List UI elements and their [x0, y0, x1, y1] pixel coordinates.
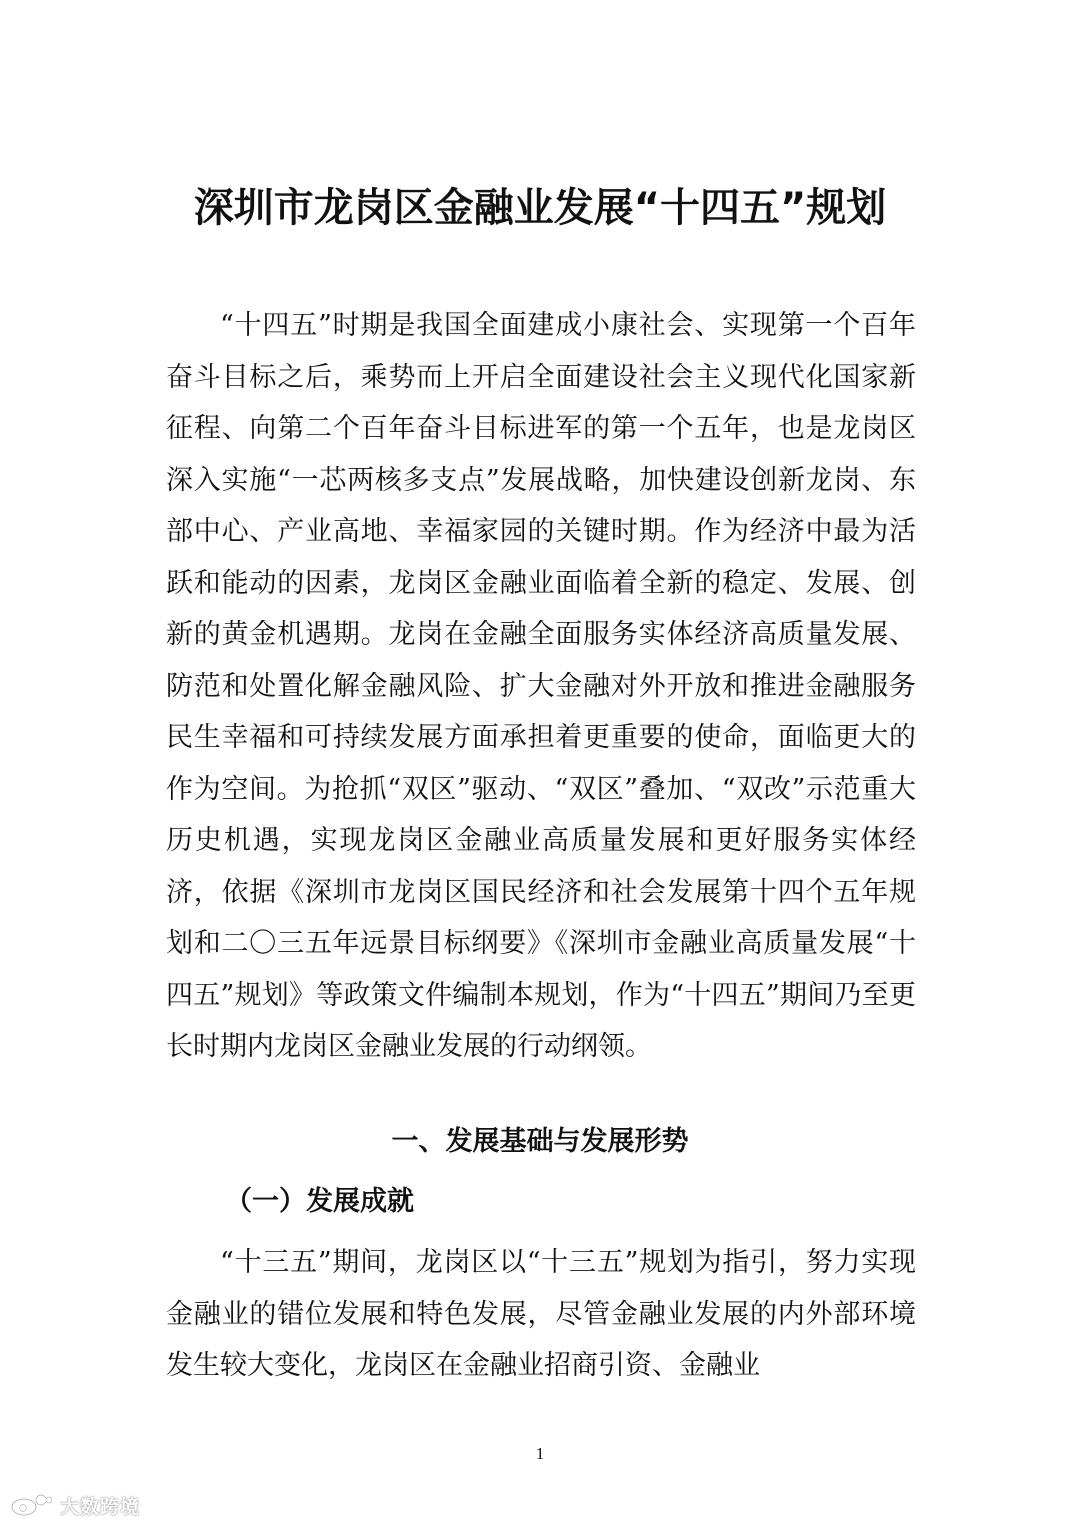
watermark: [10, 1490, 140, 1520]
section-paragraph: “十三五”期间，龙岗区以“十三五”规划为指引，努力实现金融业的错位发展和特色发展，尽管金融业发展的内外部环境发生较大变化，龙岗区在金融业招商引资、金融业: [166, 1247, 916, 1381]
intro-paragraph: “十四五”时期是我国全面建成小康社会、实现第一个百年奋斗目标之后，乘势而上开启全面建设社会主义现代化国家新征程、向第二个百年奋斗目标进军的第一个五年，也是龙岗区深入实施“一芯两核多支点”发展战略，加快建设创新龙岗、东部中心、产业高地、幸福家园的关键时期。作为经济中最为活跃和能动的因素，龙岗区金融业面临着全新的稳定、发展、创新的黄金机遇期。龙岗在金融全面服务实体经济高质量发展、防范和处置化解金融风险、扩大金融对外开放和推进金融服务民生幸福和可持续发展方面承担着更重要的使命，面临更大的作为空间。为抢抓“双区”驱动、“双区”叠加、“双改”示范重大历史机遇，实现龙岗区金融业高质量发展和更好服务实体经济，依据《深圳市龙岗区国民经济和社会发展第十四个五年规划和二〇三五年远景目标纲要》《深圳市金融业高质量发展“十四五”规划》等政策文件编制本规划，作为“十四五”期间乃至更长时期内龙岗区金融业发展的行动纲领。: [166, 310, 916, 1062]
section-body: [166, 1237, 916, 1392]
page-number: 1: [535, 1444, 545, 1463]
intro-section: [166, 300, 916, 1073]
section-heading: 一、发展基础与发展形势: [391, 1126, 689, 1157]
document-title: 深圳市龙岗区金融业发展“十四五”规划: [193, 185, 887, 231]
subsection-heading: （一）发展成就: [225, 1186, 414, 1217]
watermark-text: 大数跨境: [60, 1495, 141, 1518]
weibo-logo-icon: [10, 1492, 54, 1518]
